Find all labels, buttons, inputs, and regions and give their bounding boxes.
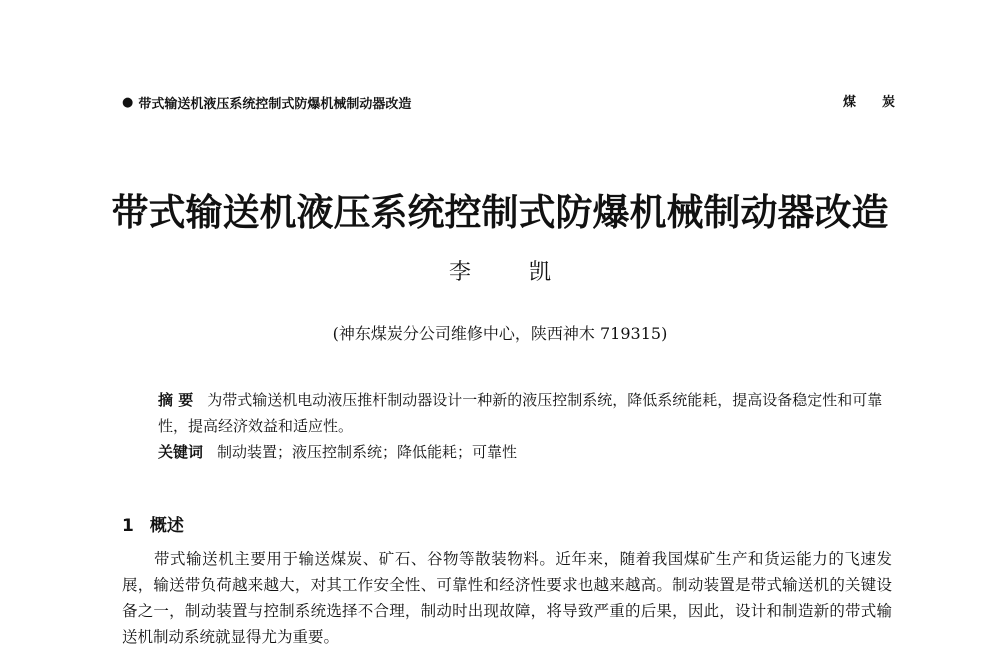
section-title: 概述 [149,516,184,536]
running-header [122,93,411,112]
section-heading [122,511,184,536]
author-affiliation: (神东煤炭分公司维修中心，陕西神木 719315) [332,324,668,343]
abstract-paragraph [158,387,888,439]
abstract-block [158,387,888,465]
keywords-paragraph [158,439,888,465]
running-title: 带式输送机液压系统控制式防爆机械制动器改造 [138,97,412,112]
bullet-icon: ● [122,95,134,110]
article-title: 带式输送机液压系统控制式防爆机械制动器改造 [111,191,889,234]
abstract-text: 为带式输送机电动液压推杆制动器设计一种新的液压控制系统，降低系统能耗，提高设备稳定性和可靠性，提高经济效益和适应性。 [158,391,883,435]
author-name: 李凯 [448,260,609,285]
abstract-label: 摘 要 [158,391,194,409]
keywords-text: 制动装置；液压控制系统；降低能耗；可靠性 [217,443,518,461]
keywords-label: 关键词 [158,443,204,461]
section-body-paragraph: 带式输送机主要用于输送煤炭、矿石、谷物等散装物料。近年来，随着我国煤矿生产和货运能力的飞速发展，输送带负荷越来越大，对其工作安全性、可靠性和经济性要求也越来越高。制动装置是带式输送机的关键设备之一，制动装置与控制系统选择不合理，制动时出现故障，将导致严重的后果，因此，设计和制造新的带式输送机制动系统就显得尤为重要。 [122,550,892,646]
journal-name: 煤炭 [843,95,922,110]
section-number: 1 [122,516,134,536]
